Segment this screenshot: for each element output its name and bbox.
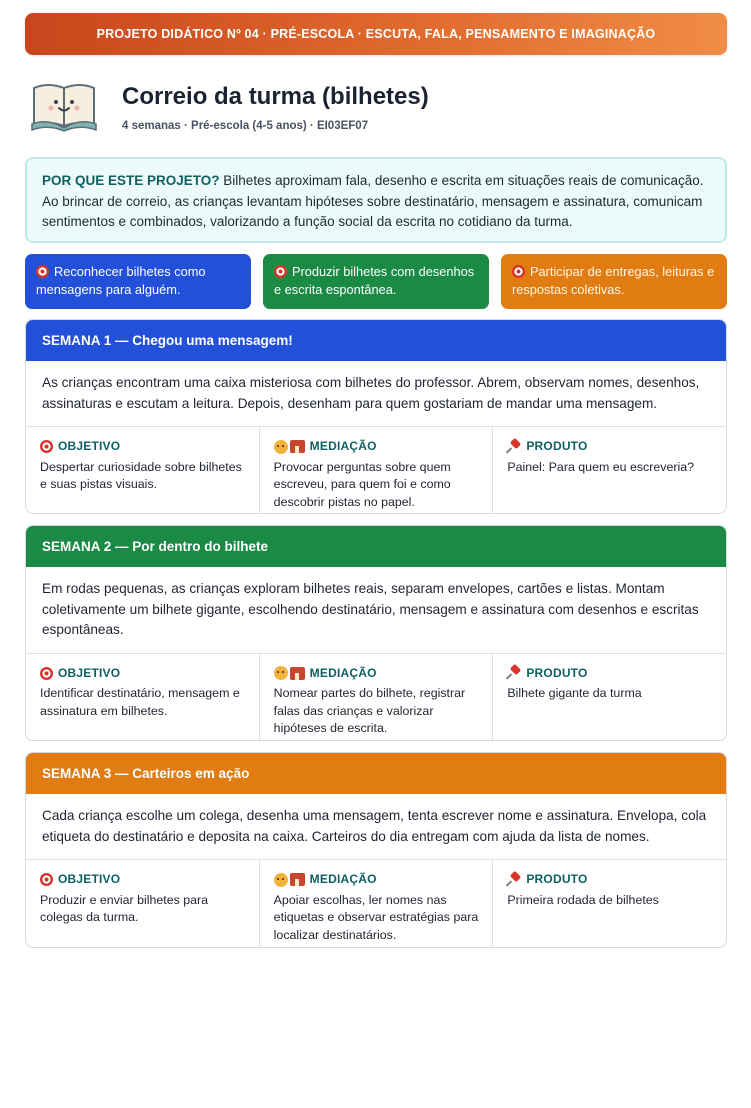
target-icon <box>40 667 53 680</box>
week-card <box>25 525 727 741</box>
mediation-label: MEDIAÇÃO <box>309 665 377 680</box>
goal-text: Reconhecer bilhetes como mensagens para alguém. <box>36 264 206 297</box>
project-banner: PROJETO DIDÁTICO Nº 04 · PRÉ-ESCOLA · ESCUTA, FALA, PENSAMENTO E IMAGINAÇÃO <box>25 13 727 55</box>
objective-label: OBJETIVO <box>58 872 121 886</box>
product-column <box>493 427 726 514</box>
teacher-face-icon <box>274 873 288 887</box>
goal-card <box>25 254 251 309</box>
product-text: Bilhete gigante da turma <box>507 686 642 700</box>
why-lead: POR QUE ESTE PROJETO? <box>42 173 220 188</box>
mediation-label: MEDIAÇÃO <box>309 439 377 453</box>
objective-text: Produzir e enviar bilhetes para colegas da turma. <box>40 892 209 924</box>
product-column <box>493 860 726 948</box>
open-book-smile-icon <box>30 80 98 132</box>
objective-column <box>26 427 260 514</box>
page-subtitle: 4 semanas · Pré-escola (4-5 anos) · EI03EF07 <box>122 120 369 132</box>
objective-text: Identificar destinatário, mensagem e assinatura em bilhetes. <box>40 686 240 718</box>
pushpin-icon <box>507 440 521 454</box>
mediation-text: Provocar perguntas sobre quem escreveu, para quem foi e como descobrir pistas no papel. <box>273 459 451 509</box>
why-this-project-box <box>25 157 727 243</box>
target-icon <box>40 440 53 453</box>
mediation-column <box>260 860 494 948</box>
week-description: Cada criança escolhe um colega, desenha uma mensagem, tenta escrever nome e assinatura. Envelopa, cola etiqueta do destinatário e deposita na caixa. Carteiros do dia entregam com ajuda da lista de nomes. <box>26 794 726 860</box>
product-text: Painel: Para quem eu escreveria? <box>507 459 694 474</box>
mediation-text: Apoiar escolhas, ler nomes nas etiquetas e observar estratégias para localizar destinatários. <box>273 892 479 942</box>
goals-row <box>25 254 727 309</box>
target-icon <box>36 265 49 278</box>
page-header <box>30 78 720 138</box>
product-label: PRODUTO <box>526 439 588 453</box>
why-text: Bilhetes aproximam fala, desenho e escrita em situações reais de comunicação. Ao brincar de correio, as crianças levantam hipóteses sobre destinatário, mensagem e assinatura, comunicam sentimentos e combinados, valorizando a função social da escrita no cotidiano da turma. <box>42 173 704 229</box>
objective-text: Despertar curiosidade sobre bilhetes e suas pistas visuais. <box>40 459 242 491</box>
school-icon <box>290 667 305 680</box>
week-columns <box>26 654 726 742</box>
product-label: PRODUTO <box>526 872 588 886</box>
mediation-column <box>260 427 494 514</box>
objective-column <box>26 654 260 742</box>
objective-column <box>26 860 260 948</box>
week-title: SEMANA 2 — Por dentro do bilhete <box>26 526 726 567</box>
objective-label: OBJETIVO <box>58 665 121 680</box>
goal-text: Produzir bilhetes com desenhos e escrita espontânea. <box>274 264 475 297</box>
week-description: Em rodas pequenas, as crianças exploram bilhetes reais, separam envelopes, cartões e listas. Montam coletivamente um bilhete gigante, escolhendo destinatário, mensagem e assinatura com desenhos e escritas espontâneas. <box>26 567 726 654</box>
teacher-face-icon <box>274 440 288 454</box>
week-columns <box>26 427 726 514</box>
school-icon <box>290 873 305 886</box>
goal-text: Participar de entregas, leituras e respostas coletivas. <box>512 264 715 297</box>
target-icon <box>512 265 525 278</box>
week-title: SEMANA 1 — Chegou uma mensagem! <box>26 320 726 361</box>
goal-card <box>501 254 727 309</box>
target-icon <box>274 265 287 278</box>
pushpin-icon <box>507 666 521 680</box>
mediation-column <box>260 654 494 742</box>
product-text: Primeira rodada de bilhetes <box>507 892 659 907</box>
mediation-text: Nomear partes do bilhete, registrar falas das crianças e valorizar hipóteses de escrita. <box>273 686 466 735</box>
page-title: Correio da turma (bilhetes) <box>122 83 429 110</box>
week-columns <box>26 860 726 948</box>
teacher-face-icon <box>274 666 288 680</box>
week-title: SEMANA 3 — Carteiros em ação <box>26 753 726 794</box>
pushpin-icon <box>507 873 521 887</box>
target-icon <box>40 873 53 886</box>
week-card <box>25 319 727 514</box>
product-label: PRODUTO <box>526 665 588 680</box>
week-description: As crianças encontram uma caixa misteriosa com bilhetes do professor. Abrem, observam nomes, desenhos, assinaturas e escutam a leitura. Depois, desenham para quem gostariam de mandar uma mensagem. <box>26 361 726 427</box>
product-column <box>493 654 726 742</box>
goal-card <box>263 254 489 309</box>
week-card <box>25 752 727 948</box>
school-icon <box>290 440 305 453</box>
mediation-label: MEDIAÇÃO <box>309 872 377 886</box>
objective-label: OBJETIVO <box>58 439 121 453</box>
